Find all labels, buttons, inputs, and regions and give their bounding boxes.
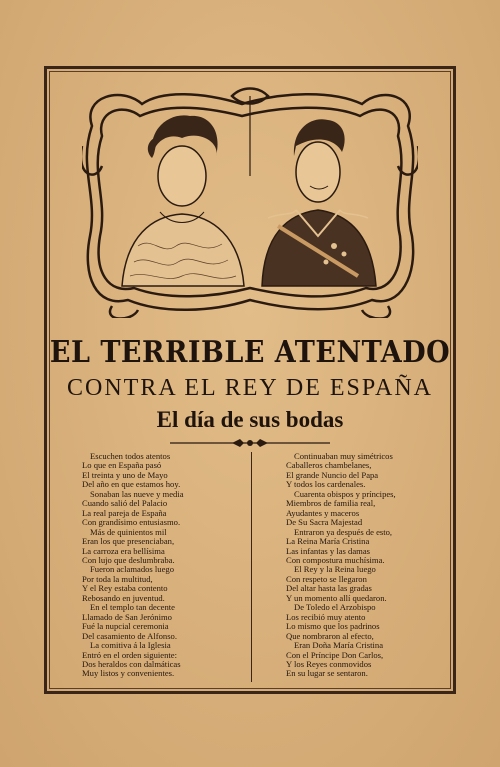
verse-line: Con el Príncipe Don Carlos,	[286, 649, 384, 660]
verse-line: Caballeros chambelanes,	[286, 460, 372, 471]
verse-line: Muy listos y convenientes.	[82, 668, 175, 679]
headline-title: EL TERRIBLE ATENTADO	[49, 335, 451, 370]
verse-line: Cuarenta obispos y príncipes,	[294, 488, 396, 499]
queen-portrait	[122, 115, 244, 286]
verse-line: Lo mismo que los padrinos	[286, 621, 380, 632]
verse-line: Eran Doña María Cristina	[294, 640, 384, 651]
verse-line: Con grandísimo entusiasmo.	[82, 517, 181, 528]
verse-line: Y los Reyes conmovidos	[286, 658, 372, 669]
headline-subtitle: CONTRA EL REY DE ESPAÑA	[66, 375, 434, 401]
verse-line: La Reina María Cristina	[286, 536, 370, 547]
verse-line: De Toledo el Arzobispo	[294, 602, 376, 613]
headline-date-line: El día de sus bodas	[156, 407, 344, 432]
king-portrait	[262, 119, 376, 286]
verse-line: La comitiva á la Iglesia	[90, 640, 171, 651]
verse-line: En su lugar se sentaron.	[286, 668, 368, 679]
verse-line: Escuchen todos atentos	[90, 451, 171, 461]
verse-line: Con compostura muchísima.	[286, 554, 385, 565]
verse-column-left	[82, 452, 252, 679]
verse-line: Rebosando en juventud.	[82, 592, 165, 603]
verse-line: Fué la nupcial ceremonia	[82, 621, 169, 632]
verse-line: Sonaban las nueve y media	[90, 488, 184, 499]
verse-line: La real pareja de España	[82, 507, 167, 518]
verse-line: El treinta y uno de Mayo	[82, 469, 168, 480]
verse-line: Que nombraron al efecto,	[286, 630, 374, 641]
verse-line: Eran los que presenciaban,	[82, 536, 175, 547]
verse-line: Miembros de familia real,	[286, 498, 376, 509]
verse-line: De Su Sacra Majestad	[286, 517, 363, 528]
verse-line: La carroza era bellísima	[82, 545, 165, 556]
verse-line: Y el Rey estaba contento	[82, 583, 168, 594]
verse-line: Llamado de San Jerónimo	[82, 611, 172, 622]
verse-line: Y un momento allí quedaron.	[286, 592, 387, 603]
verse-line: Del año en que estamos hoy.	[82, 479, 181, 490]
verse-line: Fueron aclamados luego	[90, 564, 175, 575]
verse-line: Del altar hasta las gradas	[286, 583, 372, 594]
divider-ornament	[170, 438, 330, 448]
verse-line: Ayudantes y maceros	[286, 507, 360, 518]
verse-line: Con lujo que deslumbraba.	[82, 554, 175, 565]
verse-line: Continuaban muy simétricos	[294, 451, 393, 461]
verse-line: En el templo tan decente	[90, 602, 175, 613]
verse-line: Entró en el orden siguiente:	[82, 649, 177, 660]
verse-line: Lo que en España pasó	[82, 460, 162, 471]
verse-line: El Rey y la Reina luego	[294, 564, 376, 575]
verse-line: Con respeto se llegaron	[286, 573, 367, 584]
royal-portrait-illustration	[82, 86, 418, 318]
verse-line: Y todos los cardenales.	[286, 479, 366, 490]
verse-line: Dos heraldos con dalmáticas	[82, 658, 181, 669]
verse-column-right	[286, 452, 456, 679]
verse-line: Las infantas y las damas	[286, 545, 371, 556]
verse-line: Más de quinientos mil	[90, 526, 167, 537]
verse-line: Del casamiento de Alfonso.	[82, 630, 177, 641]
verse-line: Cuando salió del Palacio	[82, 498, 168, 509]
verse-line: Entraron ya después de esto,	[294, 526, 393, 537]
verse-line: Por toda la multitud,	[82, 573, 153, 584]
verse-line: El grande Nuncio del Papa	[286, 469, 379, 480]
verse-line: Los recibió muy atento	[286, 611, 366, 622]
